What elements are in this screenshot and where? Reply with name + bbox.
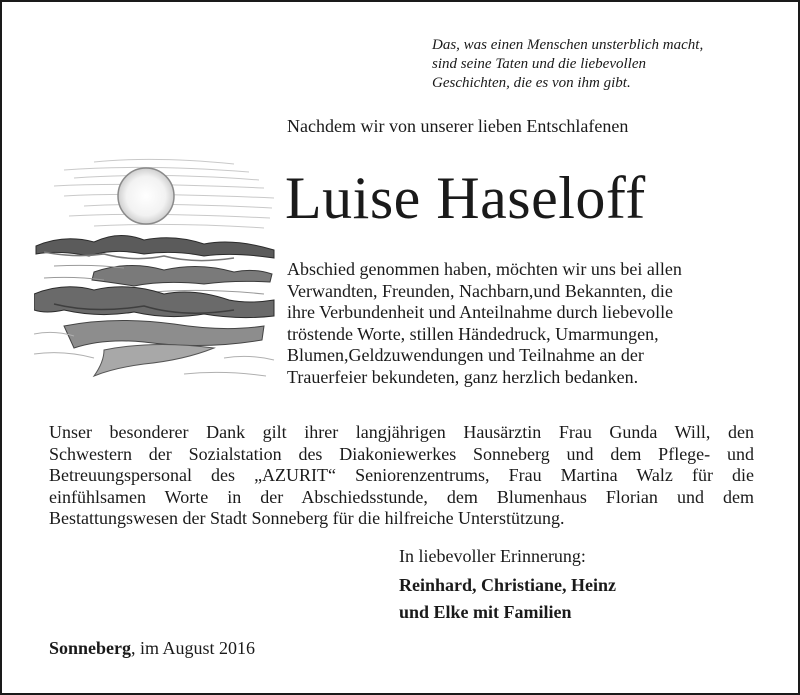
place-city: Sonneberg (49, 638, 132, 658)
acknowledgement-paragraph (287, 259, 757, 388)
motto-line: sind seine Taten und die liebevollen (432, 56, 646, 72)
intro-line: Nachdem wir von unserer lieben Entschlafenen (287, 116, 629, 136)
paragraph-line: Verwandten, Freunden, Nachbarn,und Bekannten, die (287, 280, 673, 301)
paragraph-line: Abschied genommen haben, möchten wir uns bei allen (287, 259, 682, 279)
signers-block (399, 572, 616, 626)
signer-line: und Elke mit Familien (399, 602, 572, 622)
special-thanks-paragraph (49, 422, 754, 530)
paragraph-line: einfühlsamen Worte in der Abschiedsstunde, dem Blumenhaus Florian und dem (49, 486, 754, 507)
paragraph-line: Unser besonderer Dank gilt ihrer langjährigen Hausärztin Frau Gunda Will, den (49, 422, 754, 442)
paragraph-line: Trauerfeier bekundeten, ganz herzlich bedanken. (287, 366, 639, 387)
paragraph-line: Bestattungswesen der Stadt Sonneberg für die hilfreiche Unterstützung. (49, 508, 565, 528)
sun-over-sea-sketch-icon (34, 154, 278, 388)
paragraph-line: ihre Verbundenheit und Anteilnahme durch liebevolle (287, 302, 674, 322)
place-date-line (49, 638, 255, 659)
motto-quote (432, 36, 777, 93)
place-date: , im August 2016 (131, 638, 256, 658)
remembrance-line: In liebevoller Erinnerung: (399, 546, 586, 566)
paragraph-line: tröstende Worte, stillen Händedruck, Umarmungen, (287, 323, 659, 344)
motto-line: Geschichten, die es von ihm gibt. (432, 75, 631, 91)
signer-line: Reinhard, Christiane, Heinz (399, 575, 617, 595)
motto-line: Das, was einen Menschen unsterblich macht, (432, 37, 704, 53)
deceased-name: Luise Haseloff (285, 165, 646, 231)
paragraph-line: Blumen,Geldzuwendungen und Teilnahme an der (287, 345, 644, 365)
paragraph-line: Betreuungspersonal des „AZURIT“ Seniorenzentrums, Frau Martina Walz für die (49, 465, 754, 485)
paragraph-line: Schwestern der Sozialstation des Diakoniewerkes Sonneberg und dem Pflege- und (49, 443, 754, 464)
